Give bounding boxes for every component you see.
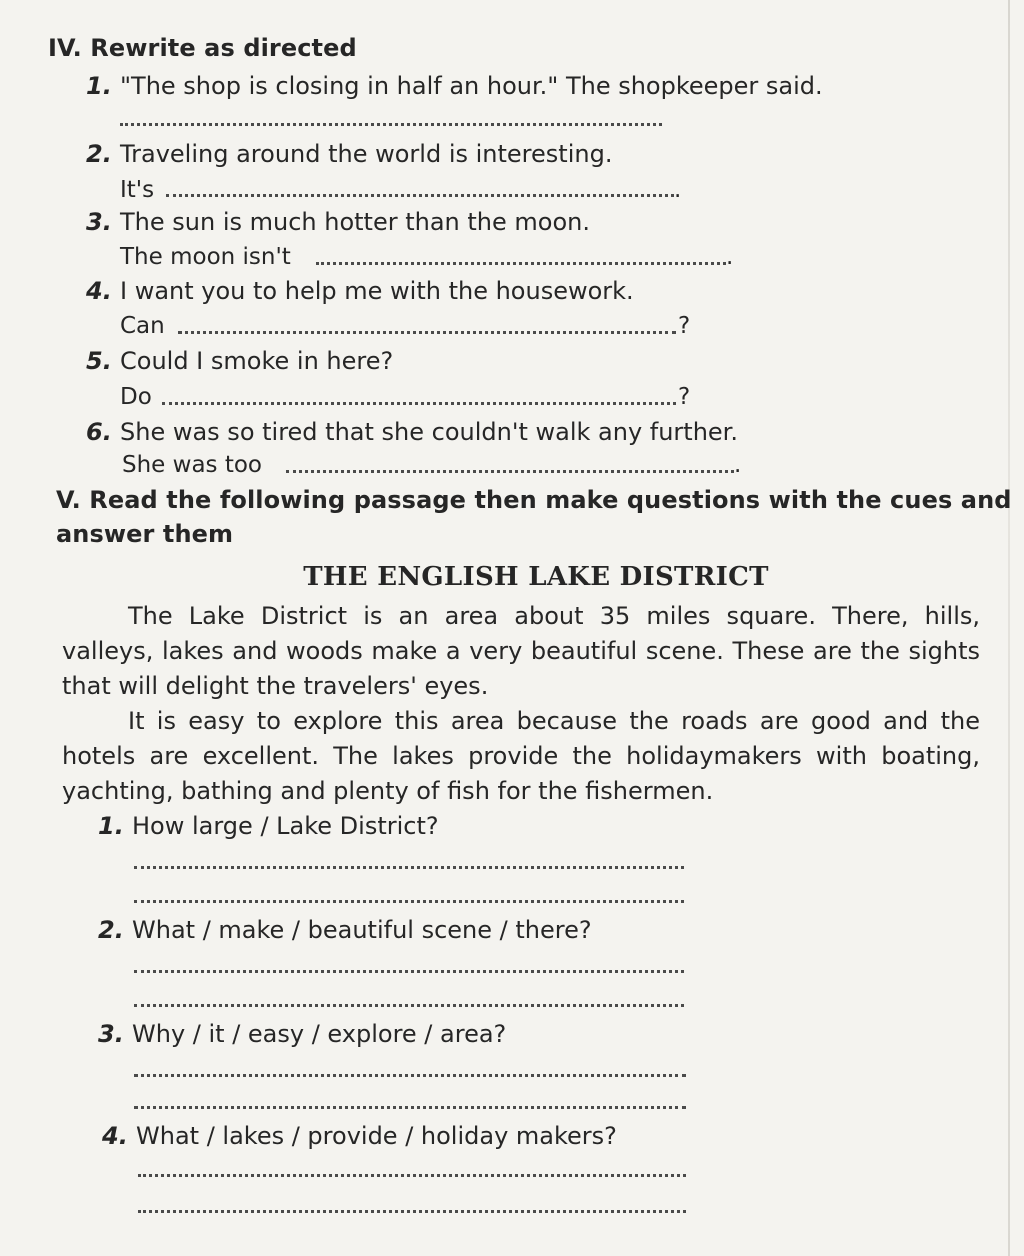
prompt-end-3: . xyxy=(726,244,734,270)
item-sentence: The sun is much hotter than the moon. xyxy=(120,208,590,236)
rewrite-prompt-2 xyxy=(120,177,154,203)
rewrite-prompt-3 xyxy=(120,244,291,270)
rewrite-item-6 xyxy=(86,418,738,446)
answer-line-5[interactable] xyxy=(162,402,676,405)
passage-title: THE ENGLISH LAKE DISTRICT xyxy=(303,562,769,592)
item-number: 1. xyxy=(86,72,112,100)
rewrite-prompt-5 xyxy=(120,384,152,410)
section-5-title-line-1: V. Read the following passage then make questions with the cues and xyxy=(56,486,1012,514)
question-number: 4. xyxy=(102,1122,128,1150)
answer-line-1[interactable] xyxy=(120,123,662,126)
question-number: 2. xyxy=(98,916,124,944)
item-number: 3. xyxy=(86,208,112,236)
rewrite-prompt-6 xyxy=(122,452,262,478)
answer-line-4[interactable] xyxy=(178,331,676,334)
item-number: 5. xyxy=(86,347,112,375)
rewrite-item-2 xyxy=(86,140,612,168)
answer-line-3[interactable] xyxy=(316,262,726,265)
question-4 xyxy=(102,1122,617,1150)
rewrite-prompt-4 xyxy=(120,313,165,339)
rewrite-item-3 xyxy=(86,208,590,236)
question-1 xyxy=(98,812,439,840)
prompt-end-5: ? xyxy=(678,384,691,410)
prompt-start: She was too xyxy=(122,452,262,478)
question-2-line-2[interactable] xyxy=(134,1004,684,1007)
answer-line-2[interactable] xyxy=(166,194,674,197)
item-sentence: I want you to help me with the housework. xyxy=(120,277,634,305)
question-2 xyxy=(98,916,592,944)
passage-paragraph-1: The Lake District is an area about 35 miles square. There, hills, valleys, lakes and woods make a very beautiful scene. These are the sights that will delight the travelers' eyes. xyxy=(62,602,980,700)
prompt-start: Can xyxy=(120,313,165,339)
question-3 xyxy=(98,1020,506,1048)
question-2-line-1[interactable] xyxy=(134,970,684,973)
question-1-line-2[interactable] xyxy=(134,900,684,903)
item-number: 4. xyxy=(86,277,112,305)
item-number: 6. xyxy=(86,418,112,446)
prompt-end-2: . xyxy=(674,177,682,203)
prompt-end-4: ? xyxy=(678,313,691,339)
item-number: 2. xyxy=(86,140,112,168)
prompt-start: Do xyxy=(120,384,152,410)
rewrite-item-5 xyxy=(86,347,393,375)
item-sentence: Traveling around the world is interesting. xyxy=(120,140,613,168)
section-5-title-line-2: answer them xyxy=(56,520,234,548)
question-4-line-2[interactable] xyxy=(138,1210,686,1213)
rewrite-item-4 xyxy=(86,277,634,305)
question-3-line-1[interactable] xyxy=(134,1074,686,1077)
question-cue: What / lakes / provide / holiday makers? xyxy=(136,1122,617,1150)
passage-paragraph-2: It is easy to explore this area because the roads are good and the hotels are excellent. The lakes provide the holidaymakers with boating, yachting, bathing and plenty of fish for the fishermen. xyxy=(62,707,980,805)
question-cue: Why / it / easy / explore / area? xyxy=(132,1020,507,1048)
question-4-line-1[interactable] xyxy=(138,1174,686,1177)
section-4-title: IV. Rewrite as directed xyxy=(48,34,357,62)
question-1-line-1[interactable] xyxy=(134,866,684,869)
item-sentence: "The shop is closing in half an hour." The shopkeeper said. xyxy=(120,72,823,100)
item-sentence: She was so tired that she couldn't walk any further. xyxy=(120,418,738,446)
rewrite-item-1 xyxy=(86,72,823,100)
question-number: 1. xyxy=(98,812,124,840)
question-number: 3. xyxy=(98,1020,124,1048)
prompt-end-6: . xyxy=(734,452,742,478)
question-3-line-2[interactable] xyxy=(134,1106,686,1109)
prompt-start: It's xyxy=(120,177,155,203)
prompt-start: The moon isn't xyxy=(120,244,291,270)
item-sentence: Could I smoke in here? xyxy=(120,347,394,375)
question-cue: What / make / beautiful scene / there? xyxy=(132,916,592,944)
page-edge-shadow xyxy=(1008,0,1010,1256)
question-cue: How large / Lake District? xyxy=(132,812,439,840)
answer-line-6[interactable] xyxy=(286,470,734,473)
